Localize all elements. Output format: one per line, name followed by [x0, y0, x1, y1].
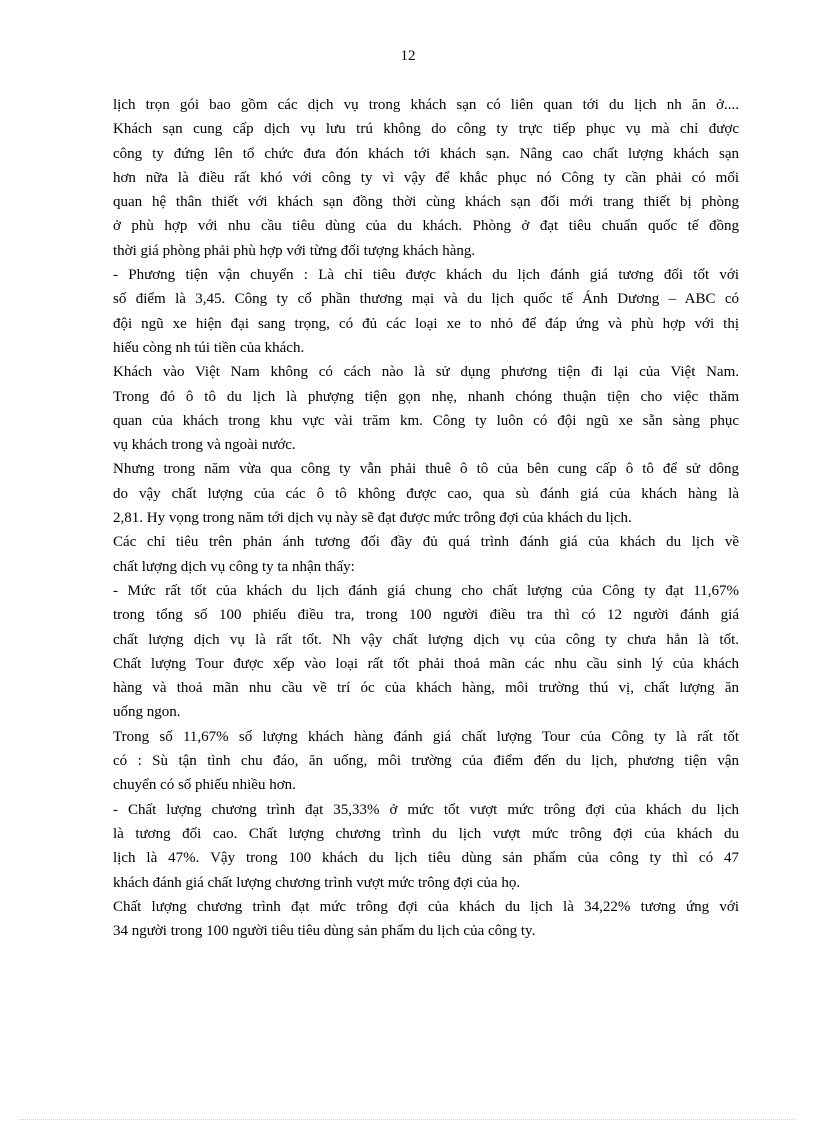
text-line: Trong số 11,67% số lượng khách hàng đánh giá chất lượng Tour của Công ty là rất tốt — [113, 728, 739, 745]
paragraph — [113, 93, 739, 263]
text-line: chất lượng dịch vụ là rất tốt. Nh vậy chất lượng dịch vụ của công ty chưa hẳn là tốt. — [113, 631, 739, 648]
document-body — [113, 93, 739, 943]
text-line: khách đánh giá chất lượng chương trình vượt mức trông đợi của họ. — [113, 874, 521, 891]
text-line: thời giá phòng phải phù hợp với từng đối tượng khách hàng. — [113, 242, 476, 259]
text-line: số điểm là 3,45. Công ty cổ phần thương mại và du lịch quốc tế Ánh Dương – ABC có — [113, 291, 739, 308]
text-line: Các chỉ tiêu trên phản ánh tương đối đầy đủ quá trình đánh giá của khách du lịch về — [113, 534, 739, 551]
page-number: 12 — [400, 48, 416, 64]
text-line: có : Sù tận tình chu đáo, ăn uống, môi trường của điểm đến du lịch, phương tiện vận — [113, 753, 739, 770]
paragraph — [113, 457, 739, 530]
text-line: trong tổng số 100 phiếu điều tra, trong 100 người điều tra thì có 12 người đánh giá — [113, 607, 739, 624]
text-line: quan hệ thân thiết với khách sạn đồng thời cùng khách sạn đổi mới trang thiết bị phòng — [113, 194, 739, 211]
text-line: Trong đó ô tô du lịch là phượng tiện gọn nhẹ, nhanh chóng thuận tiện cho việc thăm — [113, 388, 739, 405]
text-line: - Phương tiện vận chuyển : Là chỉ tiêu được khách du lịch đánh giá tương đối tốt với — [113, 267, 739, 284]
text-line: Khách vào Việt Nam không có cách nào là sử dụng phương tiện đi lại của Việt Nam. — [113, 364, 739, 381]
text-line: do vậy chất lượng của các ô tô không được cao, qua sù đánh giá của khách hàng là — [113, 485, 739, 502]
paragraph — [113, 725, 739, 798]
text-line: Chất lượng chương trình đạt mức trông đợi của khách du lịch là 34,22% tương ứng với — [113, 898, 739, 915]
text-line: hơn nữa là điều rất khó với công ty vì vậy để khắc phục nó Công ty cần phải có mối — [113, 169, 739, 186]
text-line: Nhưng trong năm vừa qua công ty vẫn phải thuê ô tô của bên cung cấp ô tô để sử dông — [113, 461, 739, 478]
text-line: ở phù hợp với nhu cầu tiêu dùng của du khách. Phòng ở đạt tiêu chuẩn quốc tế đồng — [113, 218, 739, 235]
text-line: hiếu còng nh túi tiền của khách. — [113, 339, 305, 356]
text-line: Khách sạn cung cấp dịch vụ lưu trú không do công ty trực tiếp phục vụ mà chỉ được — [113, 121, 739, 138]
text-line: lịch là 47%. Vậy trong 100 khách du lịch tiêu dùng sản phẩm của công ty thì có 47 — [113, 850, 739, 867]
text-line: là tương đối cao. Chất lượng chương trình du lịch vượt mức trông đợi của khách du — [113, 825, 739, 842]
paragraph — [113, 798, 739, 895]
text-line: Chất lượng Tour được xếp vào loại rất tốt phải thoả mãn các nhu cầu sinh lý của khách — [113, 655, 739, 672]
text-line: hàng và thoả mãn nhu cầu về trí óc của khách hàng, môi trường thú vị, chất lượng ăn — [113, 680, 739, 697]
paragraph — [113, 530, 739, 579]
page-bottom-divider — [20, 1119, 796, 1120]
text-line: chuyển có số phiếu nhiều hơn. — [113, 777, 296, 794]
paragraph — [113, 579, 739, 725]
text-line: - Chất lượng chương trình đạt 35,33% ở mức tốt vượt mức trông đợi của khách du lịch — [113, 801, 739, 818]
text-line: 2,81. Hy vọng trong năm tới dịch vụ này sẽ đạt được mức trông đợi của khách du lịch. — [113, 510, 632, 527]
text-line: 34 người trong 100 người tiêu tiêu dùng sản phẩm du lịch của công ty. — [113, 923, 536, 940]
text-line: công ty đứng lên tổ chức đưa đón khách tới khách sạn. Nâng cao chất lượng khách sạn — [113, 145, 739, 162]
text-line: chất lượng dịch vụ công ty ta nhận thấy: — [113, 558, 355, 575]
text-line: vụ khách trong và ngoài nước. — [113, 437, 296, 454]
paragraph — [113, 895, 739, 944]
text-line: - Mức rất tốt của khách du lịch đánh giá chung cho chất lượng của Công ty đạt 11,67% — [113, 582, 739, 599]
paragraph — [113, 360, 739, 457]
text-line: lịch trọn gói bao gồm các dịch vụ trong khách sạn có liên quan tới du lịch nh ăn ở.... — [113, 97, 739, 113]
text-line: quan của khách trong khu vực vài trăm km. Công ty luôn có đội ngũ xe sẵn sàng phục — [113, 412, 739, 429]
text-line: uống ngon. — [113, 704, 181, 721]
paragraph — [113, 263, 739, 360]
text-line: đội ngũ xe hiện đại sang trọng, có đủ các loại xe to nhỏ để đáp ứng và phù hợp với thị — [113, 315, 739, 332]
